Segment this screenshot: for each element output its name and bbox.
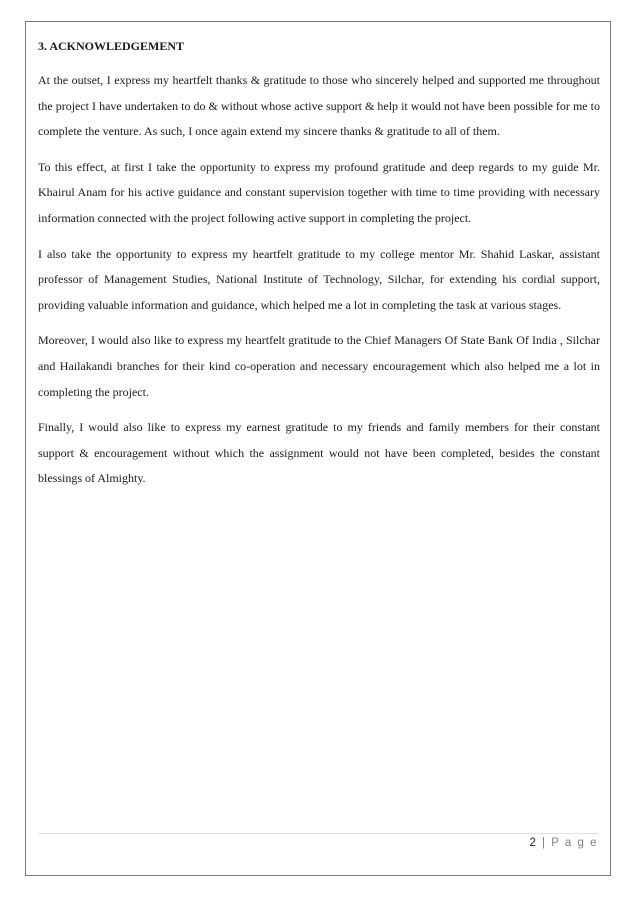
paragraph-guide: To this effect, at first I take the opportunity to express my profound gratitude and deep regards to my guide Mr. Khairul Anam for his active guidance and constant supervision together with time to time providing with necessary information connected with the project following active support in completing the project. bbox=[38, 159, 600, 225]
paragraph-family: Finally, I would also like to express my earnest gratitude to my friends and family members for their constant support & encouragement without which the assignment would not have been completed, besides the constant blessings of Almighty. bbox=[38, 420, 600, 486]
footer-divider bbox=[38, 833, 599, 834]
section-heading: 3. ACKNOWLEDGEMENT bbox=[38, 39, 185, 53]
paragraph-bank: Moreover, I would also like to express my heartfelt gratitude to the Chief Managers Of State Bank Of India , Silchar and Hailakandi branches for their kind co-operation and necessary encouragement which also helped me a lot in completing the project. bbox=[38, 333, 600, 399]
page-number: 2 bbox=[529, 837, 538, 849]
paragraph-mentor: I also take the opportunity to express my heartfelt gratitude to my college mentor Mr. Shahid Laskar, assistant professor of Management Studies, National Institute of Technology, Silchar, for extending his cordial support, providing valuable information and guidance, which helped me a lot in completing the task at various stages. bbox=[38, 246, 600, 312]
page-label: P a g e bbox=[551, 837, 598, 849]
document-body bbox=[38, 36, 600, 502]
paragraph-intro: At the outset, I express my heartfelt thanks & gratitude to those who sincerely helped and supported me throughout the project I have undertaken to do & without whose active support & help it would not have been possible for me to complete the venture. As such, I once again extend my sincere thanks & gratitude to all of them. bbox=[38, 73, 600, 139]
page-footer bbox=[529, 837, 598, 849]
footer-separator: | bbox=[542, 837, 547, 849]
